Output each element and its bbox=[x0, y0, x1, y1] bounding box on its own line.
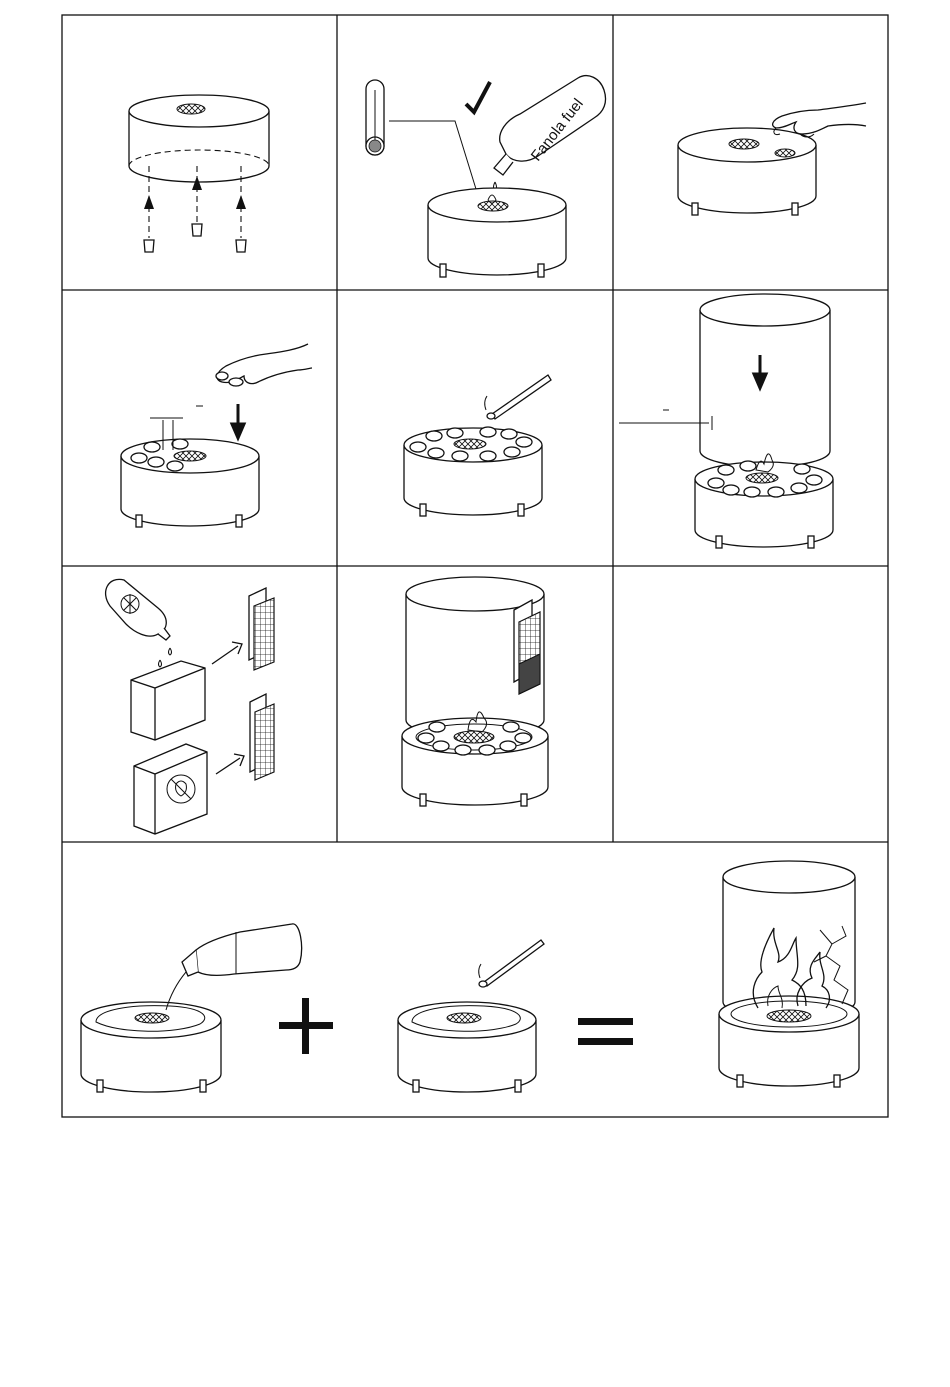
fuel-bottle bbox=[494, 76, 606, 175]
spray-bottle-icon bbox=[106, 579, 170, 640]
panel-assembled-with-filter bbox=[402, 577, 548, 806]
crack-icon bbox=[814, 926, 848, 1004]
match-icon bbox=[479, 940, 544, 987]
filter-cartridge bbox=[514, 600, 540, 694]
checkmark-icon bbox=[466, 82, 490, 112]
panel-place-glass bbox=[619, 294, 833, 548]
panel-pour-fuel bbox=[81, 924, 302, 1092]
hand-icon bbox=[217, 344, 312, 384]
panel-prepare-filter bbox=[106, 579, 274, 834]
panel-clean-burner bbox=[678, 103, 866, 215]
hand-icon bbox=[773, 103, 866, 134]
panel-grid bbox=[62, 15, 888, 1117]
panel-fill-fuel bbox=[366, 76, 606, 277]
filter-cartridge bbox=[249, 588, 274, 670]
fuel-bottle-label: Fanola fuel bbox=[527, 95, 587, 165]
match-icon bbox=[485, 375, 551, 419]
panel-ignite bbox=[398, 940, 544, 1092]
panel-place-stones bbox=[121, 344, 312, 527]
panel-insert-feet bbox=[129, 95, 269, 252]
panel-light-match bbox=[404, 375, 551, 516]
filter-cartridge bbox=[250, 694, 274, 780]
panel-result-burning bbox=[719, 861, 859, 1087]
thermometer-icon bbox=[366, 80, 384, 155]
equals-sign-icon bbox=[578, 1018, 633, 1045]
plus-sign-icon bbox=[279, 998, 333, 1054]
fuel-bottle bbox=[182, 924, 302, 976]
